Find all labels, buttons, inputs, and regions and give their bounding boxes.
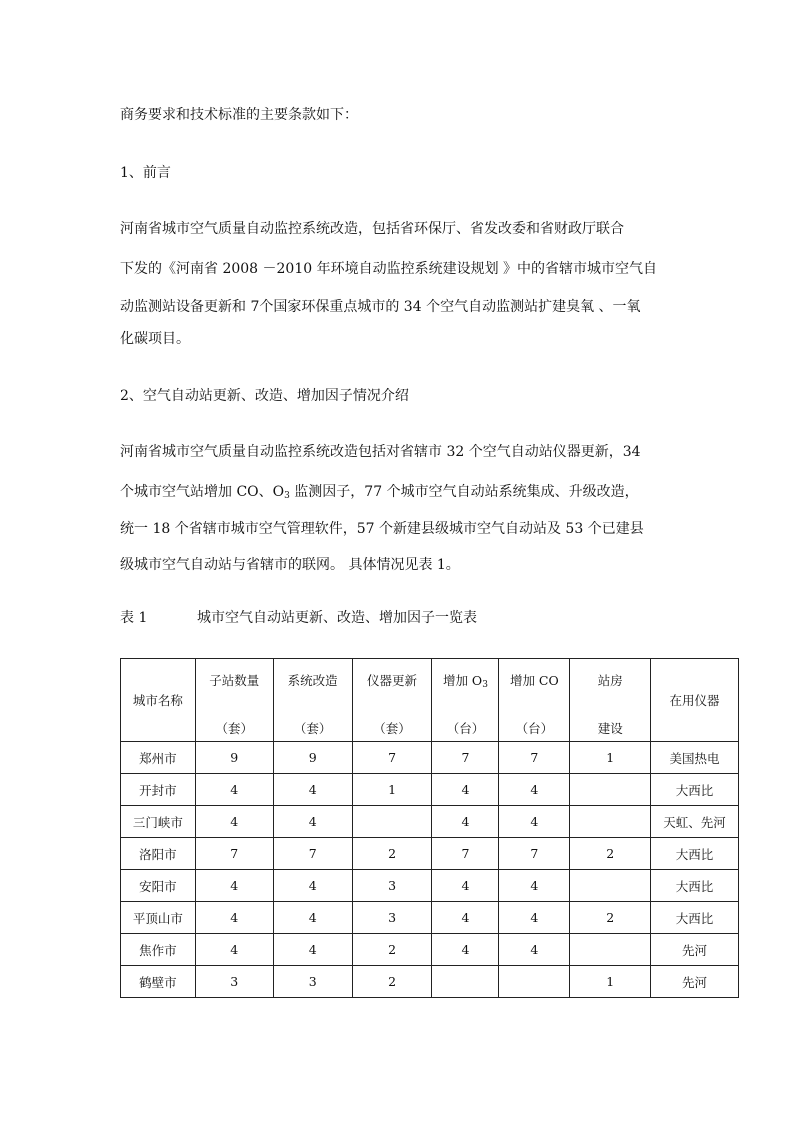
header-stations: 子站数量 （套） [195,659,273,742]
cell-system: 4 [273,934,352,966]
cell-co: 4 [499,774,570,806]
cell-co: 7 [499,838,570,870]
cell-city: 郑州市 [121,742,196,774]
header-inuse: 在用仪器 [651,659,739,742]
section1-line-4: 化碳项目。 [120,331,190,347]
section2-line-2 [120,482,639,502]
cell-inuse: 大西比 [651,902,739,934]
cell-o3: 7 [432,742,499,774]
section1-heading: 1、前言 [120,165,171,181]
cell-inuse: 大西比 [651,838,739,870]
cell-city: 平顶山市 [121,902,196,934]
cell-room [570,774,651,806]
cell-inuse: 天虹、先河 [651,806,739,838]
table-row [121,934,739,966]
cell-inuse: 先河 [651,934,739,966]
cell-instrument: 2 [352,838,432,870]
table-caption-title: 城市空气自动站更新、改造、增加因子一览表 [197,610,477,626]
section2-line-2-post: 监测因子，77 个城市空气自动站系统集成、升级改造， [289,484,639,500]
cell-system: 9 [273,742,352,774]
cell-co [499,966,570,998]
cell-stations: 3 [195,966,273,998]
intro-text: 商务要求和技术标准的主要条款如下： [120,107,358,123]
cell-room: 2 [570,838,651,870]
section2-line-1: 河南省城市空气质量自动监控系统改造包括对省辖市 32 个空气自动站仪器更新，34 [120,444,641,460]
cell-room: 2 [570,902,651,934]
table-header-row [121,659,739,742]
table-row [121,774,739,806]
cell-o3: 4 [432,934,499,966]
section2-heading: 2、空气自动站更新、改造、增加因子情况介绍 [120,388,409,404]
cell-instrument: 2 [352,934,432,966]
cell-o3: 4 [432,774,499,806]
cell-room: 1 [570,966,651,998]
cell-o3: 4 [432,902,499,934]
section2-line-2-pre: 个城市空气站增加 CO、O [120,484,285,500]
section1-line-1: 河南省城市空气质量自动监控系统改造，包括省环保厅、省发改委和省财政厅联合 [120,221,624,237]
cell-instrument: 2 [352,966,432,998]
table-row [121,742,739,774]
cell-system: 3 [273,966,352,998]
cell-instrument [352,806,432,838]
cell-co: 7 [499,742,570,774]
header-instrument: 仪器更新 （套） [352,659,432,742]
header-co: 增加 CO （台） [499,659,570,742]
section1-line-3: 动监测站设备更新和 7个国家环保重点城市的 34 个空气自动监测站扩建臭氧 、一氧 [120,299,641,315]
cell-co: 4 [499,902,570,934]
cell-o3: 7 [432,838,499,870]
cell-stations: 7 [195,838,273,870]
cell-co: 4 [499,870,570,902]
cell-o3 [432,966,499,998]
cell-room: 1 [570,742,651,774]
cell-instrument: 7 [352,742,432,774]
cell-inuse: 美国热电 [651,742,739,774]
cell-city: 鹤壁市 [121,966,196,998]
cell-city: 开封市 [121,774,196,806]
header-o3: 增加 $O_3$ （台） [432,659,499,742]
table-row [121,806,739,838]
cell-room [570,806,651,838]
section1-line-2: 下发的《河南省 2008 －2010 年环境自动监控系统建设规划 》中的省辖市城市空气自 [120,261,658,277]
cell-inuse: 大西比 [651,870,739,902]
cell-system: 4 [273,902,352,934]
header-city: 城市名称 [121,659,196,742]
cell-city: 洛阳市 [121,838,196,870]
cell-stations: 4 [195,902,273,934]
section2-line-3: 统一 18 个省辖市城市空气管理软件，57 个新建县级城市空气自动站及 53 个已建县 [120,521,644,537]
cell-inuse: 先河 [651,966,739,998]
table-row [121,838,739,870]
cell-system: 7 [273,838,352,870]
header-room: 站房 建设 [570,659,651,742]
cell-city: 焦作市 [121,934,196,966]
cell-co: 4 [499,806,570,838]
header-system: 系统改造 （套） [273,659,352,742]
cell-instrument: 1 [352,774,432,806]
table-caption-label: 表 1 [120,610,148,626]
cell-stations: 9 [195,742,273,774]
table-row [121,902,739,934]
station-table [120,658,739,998]
cell-stations: 4 [195,934,273,966]
cell-stations: 4 [195,870,273,902]
cell-inuse: 大西比 [651,774,739,806]
cell-system: 4 [273,806,352,838]
cell-stations: 4 [195,774,273,806]
cell-city: 安阳市 [121,870,196,902]
section2-line-4: 级城市空气自动站与省辖市的联网。 具体情况见表 1。 [120,557,460,573]
table-row [121,966,739,998]
table-row [121,870,739,902]
cell-instrument: 3 [352,870,432,902]
cell-system: 4 [273,774,352,806]
cell-co: 4 [499,934,570,966]
cell-room [570,870,651,902]
cell-system: 4 [273,870,352,902]
cell-o3: 4 [432,806,499,838]
cell-instrument: 3 [352,902,432,934]
cell-room [570,934,651,966]
cell-o3: 4 [432,870,499,902]
cell-stations: 4 [195,806,273,838]
subscript-3: 3 [284,491,290,501]
cell-city: 三门峡市 [121,806,196,838]
